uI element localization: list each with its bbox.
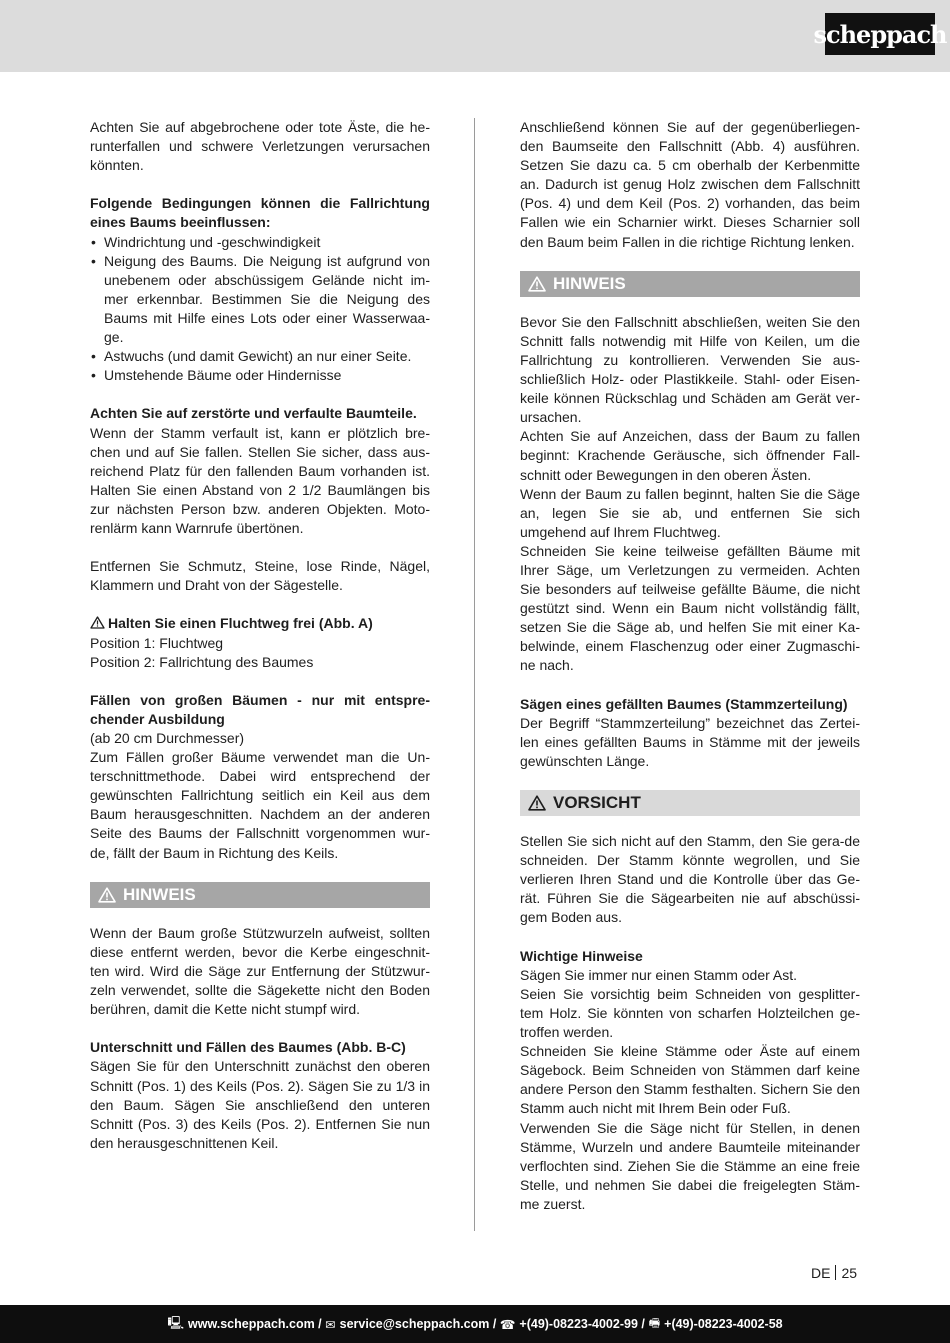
warning-icon bbox=[90, 616, 105, 629]
column-divider bbox=[474, 118, 475, 1231]
list-item: • Umstehende Bäume oder Hindernisse bbox=[90, 366, 430, 385]
mail-icon: ✉ bbox=[325, 1317, 336, 1332]
escape-position-2: Position 2: Fallrichtung des Baumes bbox=[90, 653, 314, 670]
footer-phone: +(49)-08223-4002-99 / bbox=[519, 1317, 645, 1331]
warning-icon bbox=[528, 795, 546, 811]
paragraph-important-1: Sägen Sie immer nur einen Stamm oder Ast. bbox=[520, 966, 798, 983]
paragraph-notice-retreat: Wenn der Baum zu fallen beginnt, halten Sie die Säge an, legen Sie sie ab, und entfernen Sie sich umgehend auf Ihrem Fluchtweg. bbox=[520, 485, 860, 540]
caution-box-heading bbox=[520, 790, 860, 816]
page-language: DE bbox=[811, 1265, 831, 1281]
page-number-separator bbox=[835, 1265, 836, 1280]
footer-website[interactable]: www.scheppach.com / bbox=[188, 1317, 322, 1331]
fall-conditions-list bbox=[90, 233, 430, 386]
paragraph-felling-cut: Anschließend können Sie auf der gegenüberliegen-den Baumseite den Fallschnitt (Abb. 4) ausführen. Setzen Sie dazu ca. 5 cm oberhalb der Kerbenmitte an. Dadurch ist genug Holz zwischen dem Fallschnitt (Pos. 4) und dem Keil (Pos. 2) vorhanden, das beim Fallen wie ein Scharnier wirkt. Dieses Scharnier soll den Baum beim Fallen in die richtige Richtung lenken. bbox=[520, 119, 860, 250]
paragraph-notice-roots: Wenn der Baum große Stützwurzeln aufweist, sollten diese entfernt werden, bevor die Kerbe eingeschnit-ten wird. Wird die Säge zur Entfernung der Stützwur-zeln verwendet, sollte die Sägekette nicht den Boden berühren, damit die Kette nicht stumpf wird. bbox=[90, 924, 430, 1018]
paragraph-dead-branches: Achten Sie auf abgebrochene oder tote Äste, die he-runterfallen und schwere Verletzungen verursachen könnten. bbox=[90, 119, 430, 174]
warning-icon bbox=[528, 276, 546, 292]
large-trees-diameter: (ab 20 cm Durchmesser) bbox=[90, 730, 245, 746]
heading-rotten-parts: Achten Sie auf zerstörte und verfaulte Baumteile. bbox=[90, 405, 417, 422]
warning-icon bbox=[98, 887, 116, 903]
paragraph-notice-signs: Achten Sie auf Anzeichen, dass der Baum zu fallen beginnt: Krachende Geräusche, sich öffnender Fall-schnitt oder Bewegungen in den oberen Ästen. bbox=[520, 428, 860, 483]
page-number-value: 25 bbox=[841, 1265, 858, 1281]
list-item: • Astwuchs (und damit Gewicht) an nur einer Seite. bbox=[90, 347, 430, 366]
escape-position-1: Position 1: Fluchtweg bbox=[90, 634, 224, 651]
scheppach-logo: scheppach bbox=[825, 13, 935, 55]
paragraph-caution: Stellen Sie sich nicht auf den Stamm, den Sie gera-de schneiden. Der Stamm könnte wegrollen, und Sie verlieren Ihren Stand und die Kontrolle über das Ge-rät. Führen Sie die Sägearbeiten nie auf abschüssi-gem Boden aus. bbox=[520, 833, 860, 926]
footer-fax: +(49)-08223-4002-58 bbox=[664, 1317, 783, 1331]
list-item: • Windrichtung und -geschwindigkeit bbox=[90, 233, 430, 252]
footer-email[interactable]: service@scheppach.com / bbox=[339, 1317, 497, 1331]
heading-important-notes: Wichtige Hinweise bbox=[520, 947, 643, 964]
heading-large-trees: Fällen von großen Bäumen - nur mit entspre-chender Ausbildung bbox=[90, 691, 430, 727]
right-column bbox=[520, 118, 860, 1214]
fax-icon: 🖷 bbox=[648, 1315, 661, 1330]
computer-icon: 🖳 bbox=[167, 1315, 185, 1330]
paragraph-rotten-parts: Wenn der Stamm verfault ist, kann er plötzlich bre-chen und auf Sie fallen. Stellen Sie sicher, dass aus-reichend Platz für den fallenden Baum vorhanden ist. Halten Sie einen Abstand von 2 1/2 Baumlängen bis zur nächsten Person bzw. anderen Objekten. Moto-renlärm kann Warnrufe übertönen. bbox=[90, 424, 430, 536]
heading-escape-route bbox=[90, 614, 430, 633]
heading-escape-route-text: Halten Sie einen Fluchtweg frei (Abb. A) bbox=[108, 615, 373, 632]
notice-box-heading bbox=[520, 271, 860, 297]
paragraph-important-2: Seien Sie vorsichtig beim Schneiden von gesplitter-tem Holz. Sie könnten von scharfen Holzteilchen ge-troffen werden. bbox=[520, 985, 860, 1041]
footer-bar bbox=[0, 1305, 950, 1343]
list-item: • Neigung des Baums. Die Neigung ist aufgrund von unebenem oder abschüssigem Gelände nicht im-mer erkennbar. Bestimmen Sie die Neigung des Baums mit Hilfe eines Lots oder einer Wasserwaa-ge. bbox=[90, 252, 430, 347]
heading-fall-conditions: Folgende Bedingungen können die Fallrichtung eines Baums beeinflussen: bbox=[90, 195, 430, 231]
paragraph-large-trees: Zum Fällen großer Bäume verwendet man die Un-terschnittmethode. Dabei wird entsprechend der gewünschten Fallrichtung seitlich ein Keil aus dem Baum herausgeschnitten. Nachdem an der anderen Seite des Baums der Fallschnitt vorgenommen wur-de, fällt der Baum in Richtung des Keils. bbox=[90, 749, 430, 861]
caution-title: VORSICHT bbox=[553, 793, 641, 813]
notice-title: HINWEIS bbox=[123, 884, 196, 904]
paragraph-bucking: Der Begriff “Stammzerteilung” bezeichnet das Zertei-len eines gefällten Baums in Stämme mit der jeweils gewünschten Länge. bbox=[520, 714, 860, 769]
phone-icon: ☎ bbox=[499, 1317, 516, 1332]
paragraph-important-3: Schneiden Sie kleine Stämme oder Äste auf einem Sägebock. Beim Schneiden von Stämmen darf keine andere Person den Stamm festhalten. Sichern Sie den Stamm auch nicht mit Ihrem Bein oder Fuß. bbox=[520, 1043, 860, 1117]
heading-undercut: Unterschnitt und Fällen des Baumes (Abb. B-C) bbox=[90, 1039, 406, 1056]
paragraph-clear-site: Entfernen Sie Schmutz, Steine, lose Rinde, Nägel, Klammern und Draht von der Sägestelle. bbox=[90, 558, 430, 594]
notice-box-heading bbox=[90, 882, 430, 908]
paragraph-important-4: Verwenden Sie die Säge nicht für Stellen, in denen Stämme, Wurzeln und andere Baumteile miteinander verflochten sind. Ziehen Sie die Stämme an eine freie Stelle, und nehmen Sie dabei die freigelegten Stäm-me zuerst. bbox=[520, 1119, 860, 1212]
heading-bucking: Sägen eines gefällten Baumes (Stammzerteilung) bbox=[520, 695, 848, 712]
page-number bbox=[811, 1265, 857, 1281]
left-column bbox=[90, 118, 430, 1153]
notice-title: HINWEIS bbox=[553, 273, 626, 293]
paragraph-undercut: Sägen Sie für den Unterschnitt zunächst den oberen Schnitt (Pos. 1) des Keils (Pos. 2). Sägen Sie zu 1/3 in den Baum. Sägen Sie anschließend den unteren Schnitt (Pos. 3) des Keils (Pos. 2). Entfernen Sie nun den herausgeschnittenen Keil. bbox=[90, 1058, 430, 1151]
paragraph-notice-wedges: Bevor Sie den Fallschnitt abschließen, weiten Sie den Schnitt falls notwendig mit Hilfe von Keilen, um die Fallrichtung zu kontrollieren. Verwenden Sie aus-schließlich Holz- oder Plastikkeile. Stahl- oder Eisen-keile können Rückschlag und Schäden am Gerät ver-ursachen. bbox=[520, 313, 860, 426]
paragraph-notice-partial: Schneiden Sie keine teilweise gefällten Bäume mit Ihrer Säge, um Verletzungen zu vermeiden. Achten Sie besonders auf teilweise gefällte Bäume, die nicht gestützt sind. Wenn ein Baum nicht vollständig fällt, setzen Sie die Säge ab, und helfen Sie mit einer Ka-belwinde, einem Flaschenzug oder einer Zugmaschi-ne nach. bbox=[520, 542, 860, 674]
header-bar bbox=[0, 0, 950, 72]
